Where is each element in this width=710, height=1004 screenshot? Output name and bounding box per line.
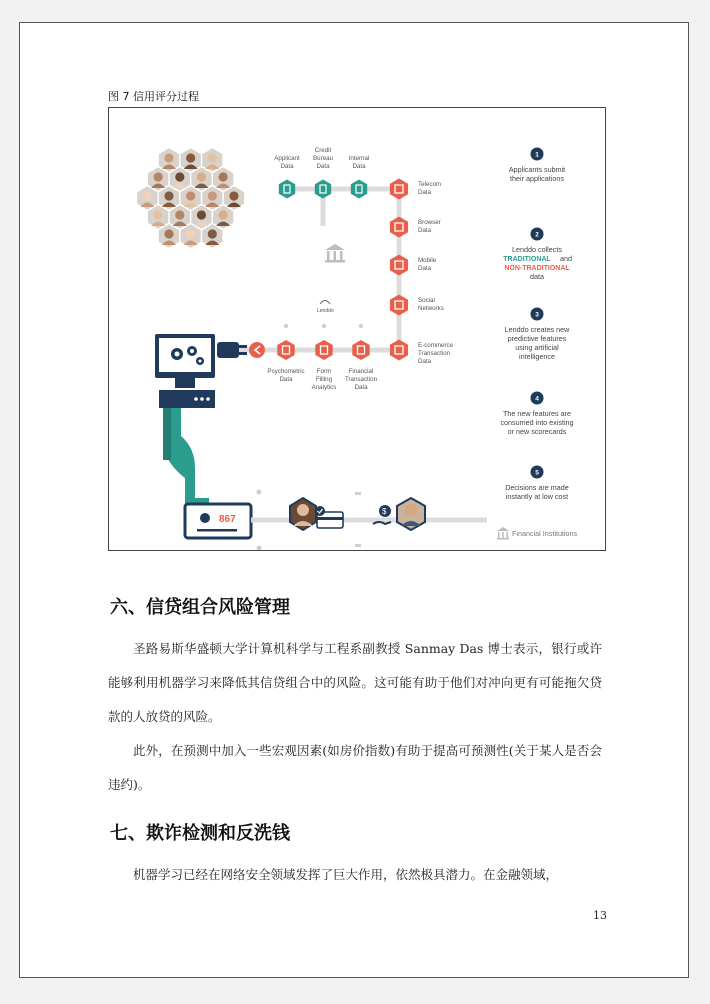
section-heading-fraud-detection: 七、欺诈检测和反洗钱 xyxy=(110,823,290,844)
mobile-icon xyxy=(390,255,408,276)
faint-decorative-icon xyxy=(322,324,326,328)
internal-data-icon xyxy=(351,180,367,199)
step-text: or new scorecards xyxy=(507,427,567,436)
data-source-label: Telecom xyxy=(418,181,442,188)
step-text: Decisions are made xyxy=(505,483,569,492)
traditional-label: TRADITIONAL xyxy=(503,256,551,263)
psychometric-data-icon xyxy=(277,340,294,360)
applicant-data-icon xyxy=(279,180,295,199)
step-text: data xyxy=(530,272,544,281)
data-source-label: Data xyxy=(418,358,432,365)
step-3 xyxy=(505,308,571,362)
applicant-photo xyxy=(159,148,179,171)
applicant-photo xyxy=(202,186,222,209)
applicant-photo xyxy=(181,186,201,209)
data-source-label: Psychometric xyxy=(267,368,305,375)
applicant-photo xyxy=(181,224,201,247)
data-source-label: Data xyxy=(354,384,368,391)
page-number: 13 xyxy=(593,909,607,922)
form-filling-icon xyxy=(315,340,332,360)
step-text: consumed into existing xyxy=(500,418,574,427)
data-source-label: Data xyxy=(279,376,293,383)
data-source-label: Data xyxy=(418,227,432,234)
credit-score-value: 867 xyxy=(219,514,236,525)
applicant-photo xyxy=(137,186,157,209)
faint-decorative-icon xyxy=(359,324,363,328)
data-source-label: E-commerce xyxy=(418,342,454,349)
credit-bureau-data-icon xyxy=(315,180,331,199)
applicant-photo xyxy=(213,205,233,228)
step-text: predictive features xyxy=(507,334,567,343)
data-source-label: Analytics xyxy=(311,384,337,391)
step-number: 4 xyxy=(535,395,539,403)
applicant-photo xyxy=(202,148,222,171)
data-source-label: Networks xyxy=(418,305,444,312)
step-text: Applicants submit xyxy=(508,165,566,174)
step-text: The new features are xyxy=(503,409,571,418)
applicant-photo xyxy=(202,224,222,247)
step-1 xyxy=(509,148,565,184)
bank-icon xyxy=(325,244,345,263)
applicant-photo xyxy=(170,205,190,228)
paragraph: 此外，在预测中加入一些宏观因素(如房价指数)有助于提高可预测性(关于某人是否会违约)。 xyxy=(108,743,602,792)
applicant-avatar-female xyxy=(290,498,316,530)
step-text: intelligence xyxy=(519,352,555,361)
svg-text:Financial Institutions: Financial Institutions xyxy=(512,529,578,538)
data-source-label: Mobile xyxy=(418,257,437,264)
source-label: Internal xyxy=(348,155,370,162)
step-4 xyxy=(500,392,573,437)
paragraph: 圣路易斯华盛顿大学计算机科学与工程系副教授 Sanmay Das 博士表示，银行或许能够利用机器学习来降低其信贷组合中的风险。这可能有助于他们对冲向更有可能拖欠贷款的人放贷的风险。 xyxy=(108,641,602,724)
step-text: Lenddo collects xyxy=(512,245,562,254)
source-label: Credit xyxy=(314,147,332,154)
applicant-photos-cluster xyxy=(137,148,244,247)
applicant-photo xyxy=(159,224,179,247)
flow-connectors xyxy=(229,189,399,350)
applicant-photo xyxy=(213,167,233,190)
step-number: 5 xyxy=(535,469,539,477)
source-label: Applicant xyxy=(274,155,300,162)
step-5 xyxy=(505,466,569,502)
applicant-photo xyxy=(170,167,190,190)
data-source-label: Data xyxy=(418,189,432,196)
step-2 xyxy=(503,228,572,282)
non-traditional-label: NON-TRADITIONAL xyxy=(504,265,570,272)
applicant-photo xyxy=(159,186,179,209)
source-label: Bureau xyxy=(313,155,333,162)
faint-decorative-icon xyxy=(284,324,288,328)
computer-monitor-icon xyxy=(155,334,265,408)
step-text: Lenddo creates new xyxy=(504,325,570,334)
credit-scoring-figure xyxy=(108,107,606,551)
data-source-label: Form xyxy=(316,368,332,375)
ecommerce-icon xyxy=(390,340,408,361)
lenddo-logo xyxy=(317,301,334,315)
social-networks-icon xyxy=(390,295,408,316)
applicant-photo xyxy=(191,205,211,228)
bank-icon-small xyxy=(497,527,509,540)
applicant-photo xyxy=(148,167,168,190)
applicant-photo xyxy=(191,167,211,190)
credit-scoring-diagram xyxy=(109,108,605,550)
step-text: their applications xyxy=(510,174,564,183)
step-number: 2 xyxy=(535,231,539,239)
financial-transaction-icon xyxy=(352,340,369,360)
applicant-photo xyxy=(148,205,168,228)
applicant-avatar-male xyxy=(397,498,425,530)
svg-text:Lenddo: Lenddo xyxy=(317,308,334,314)
step-text: using artificial xyxy=(515,343,559,352)
figure-caption: 图 7 信用评分过程 xyxy=(108,90,199,103)
data-source-label: Filling xyxy=(315,376,333,383)
browser-icon xyxy=(390,217,408,238)
telecom-icon xyxy=(390,179,408,200)
data-source-label: Transaction xyxy=(344,376,378,383)
source-label: Data xyxy=(316,163,330,170)
credit-card-icon xyxy=(315,506,343,528)
document-page xyxy=(19,22,689,978)
step-text: and xyxy=(560,254,572,263)
source-label: Data xyxy=(352,163,366,170)
step-number: 3 xyxy=(535,311,539,319)
applicant-photo xyxy=(181,148,201,171)
svg-text:$: $ xyxy=(382,507,387,516)
data-source-label: Financial xyxy=(348,368,374,375)
paragraph: 机器学习已经在网络安全领域发挥了巨大作用，依然极具潜力。在金融领域， xyxy=(133,867,559,882)
applicant-photo xyxy=(224,186,244,209)
section-heading-credit-portfolio: 六、信贷组合风险管理 xyxy=(110,597,290,618)
step-number: 1 xyxy=(535,151,539,159)
credit-score-card xyxy=(185,504,251,538)
data-source-label: Transaction xyxy=(418,350,451,357)
data-source-label: Browser xyxy=(418,219,441,226)
financial-institutions-label xyxy=(497,527,578,540)
data-source-label: Social xyxy=(418,297,435,304)
process-steps xyxy=(500,148,573,502)
step-text: instantly at low cost xyxy=(505,492,569,501)
source-label: Data xyxy=(280,163,294,170)
data-source-label: Data xyxy=(418,265,432,272)
